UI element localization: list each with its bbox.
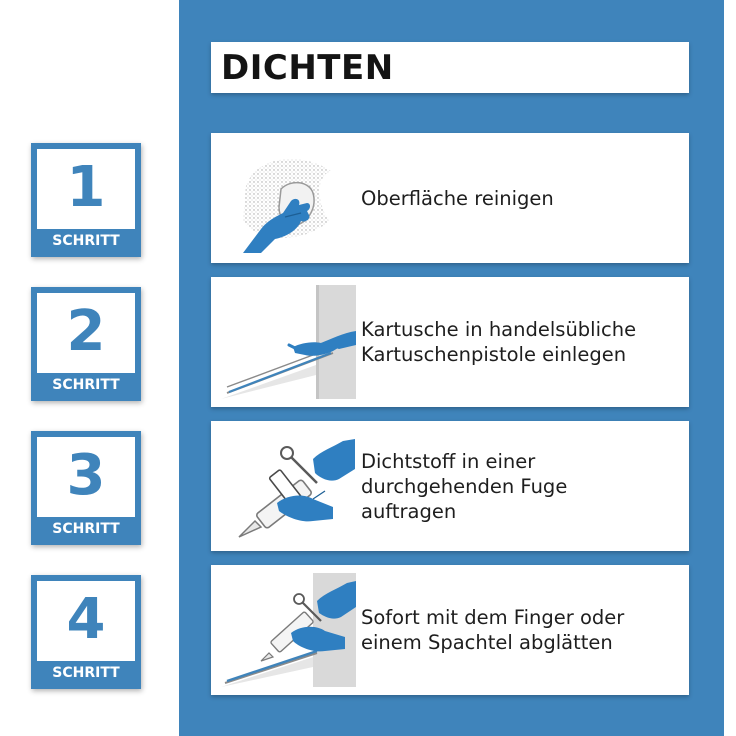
smoothing-finger-icon [221, 573, 356, 687]
step-card-4 [211, 565, 689, 695]
step-number-box [37, 581, 135, 661]
cartridge-insert-icon [221, 285, 356, 399]
hand-wiping-icon [221, 141, 356, 255]
step-card-3 [211, 421, 689, 551]
page-title: DICHTEN [221, 48, 394, 88]
step-card-2 [211, 277, 689, 407]
step-number-box [37, 293, 135, 373]
step-number: 2 [66, 299, 106, 364]
step-label: SCHRITT [52, 233, 120, 249]
step-badge-1 [31, 143, 141, 257]
step-number: 3 [66, 443, 106, 508]
step-badge-4 [31, 575, 141, 689]
step-description [361, 421, 681, 551]
caulk-gun-apply-icon [221, 429, 356, 543]
step-label: SCHRITT [52, 377, 120, 393]
step-label: SCHRITT [52, 521, 120, 537]
step-number: 1 [66, 155, 106, 220]
step-text: Sofort mit dem Finger oder einem Spachtel abglätten [361, 606, 625, 654]
step-card-1 [211, 133, 689, 263]
step-description [361, 277, 681, 407]
step-badge-3 [31, 431, 141, 545]
step-description [361, 133, 681, 263]
step-text: Dichtstoff in einer durchgehenden Fuge auftragen [361, 449, 568, 523]
title-box [211, 42, 689, 93]
step-text: Oberfläche reinigen [361, 186, 554, 210]
step-text: Kartusche in handelsübliche Kartuschenpistole einlegen [361, 318, 637, 366]
step-badge-2 [31, 287, 141, 401]
step-number-box [37, 437, 135, 517]
step-label: SCHRITT [52, 665, 120, 681]
step-number: 4 [66, 587, 106, 652]
step-description [361, 565, 681, 695]
step-number-box [37, 149, 135, 229]
